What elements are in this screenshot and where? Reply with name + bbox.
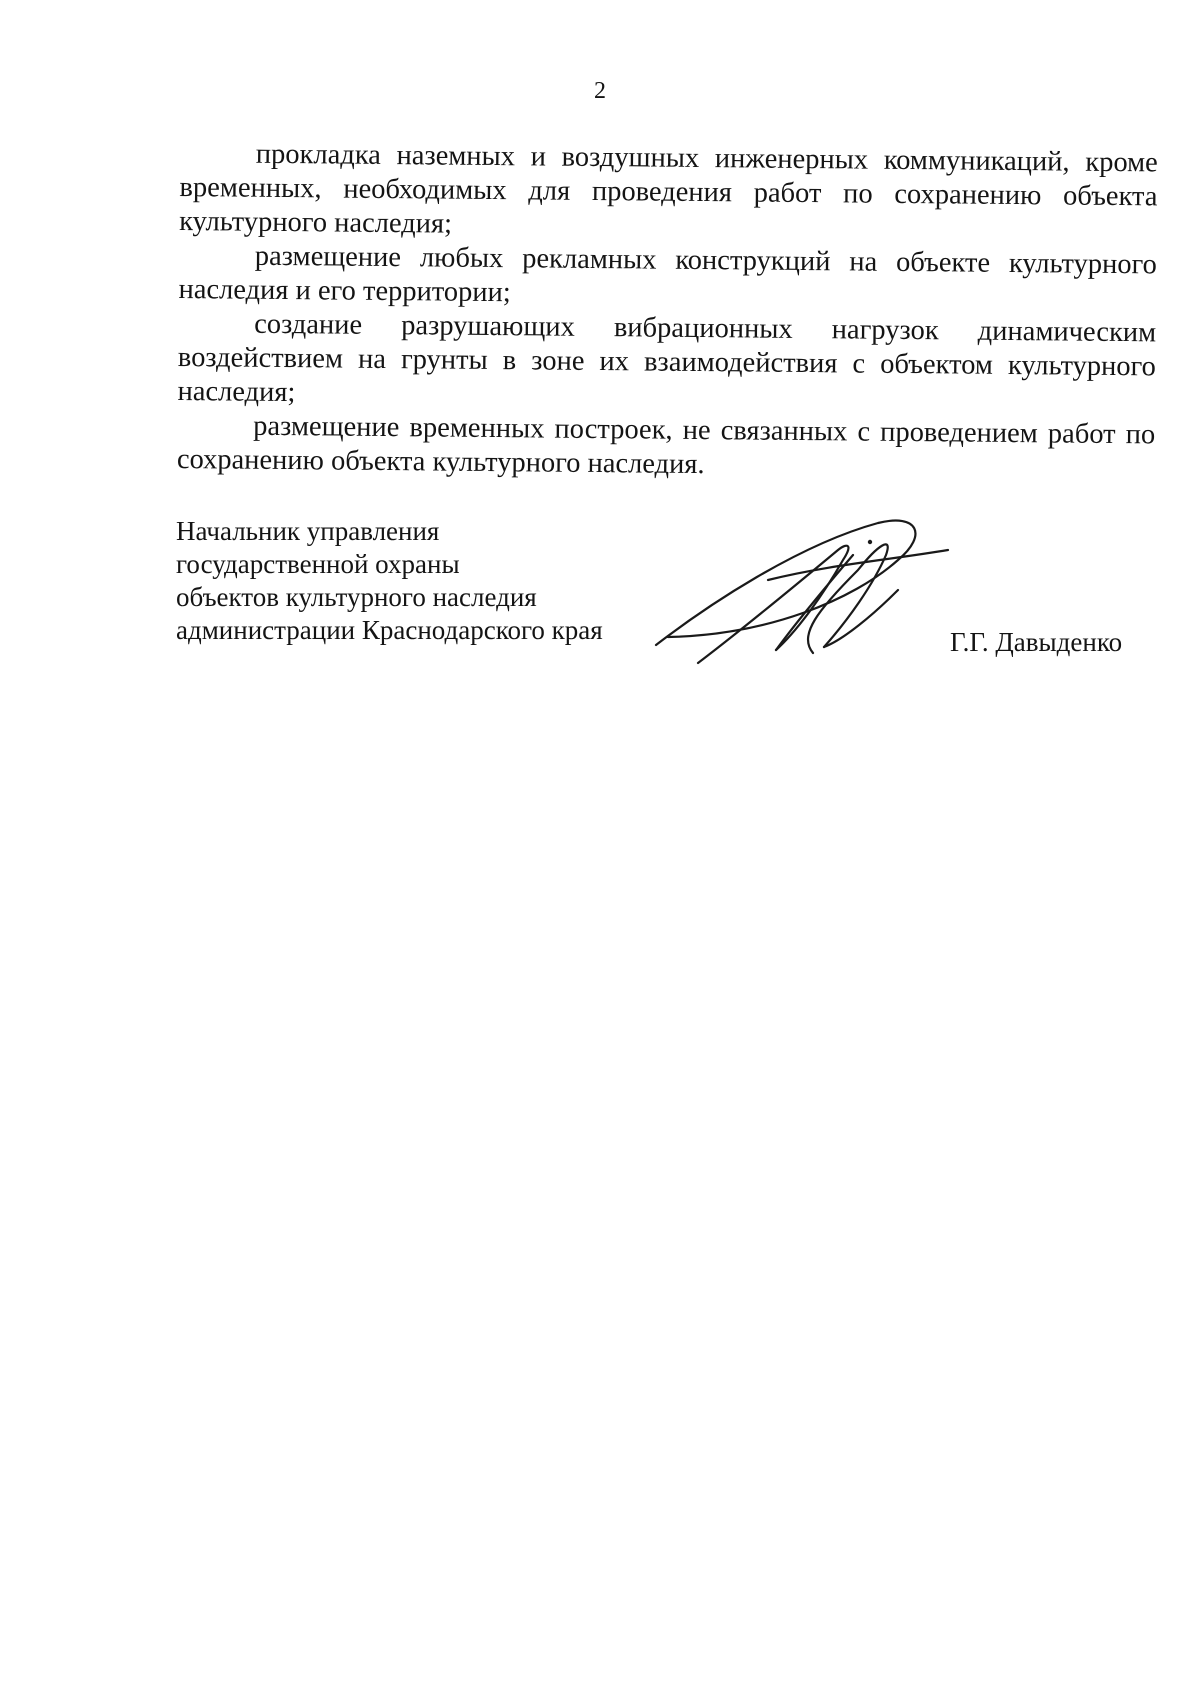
signer-title-line: государственной охраны — [176, 549, 460, 579]
signer-title-line: объектов культурного наследия — [176, 582, 537, 612]
handwritten-signature — [648, 515, 958, 670]
signer-title-line: Начальник управления — [176, 516, 440, 546]
document-body — [177, 137, 1158, 486]
paragraph: создание разрушающих вибрационных нагрузок динамическим воздействием на грунты в зоне их взаимодействия с объектом культурного наследия; — [177, 308, 1157, 409]
signature-block — [176, 515, 1176, 675]
page-number: 2 — [594, 78, 606, 104]
signer-title — [176, 515, 603, 647]
paragraph: прокладка наземных и воздушных инженерных коммуникаций, кроме временных, необходимых для проведения работ по сохранению объекта культурного наследия; — [179, 138, 1158, 240]
paragraph: размещение временных построек, не связанных с проведением работ по сохранению объекта культурного наследия. — [176, 410, 1156, 481]
signer-name: Г.Г. Давыденко — [950, 627, 1123, 657]
paragraph: размещение любых рекламных конструкций на объекте культурного наследия и его территории; — [178, 240, 1157, 309]
signer-title-line: администрации Краснодарского края — [176, 615, 603, 645]
